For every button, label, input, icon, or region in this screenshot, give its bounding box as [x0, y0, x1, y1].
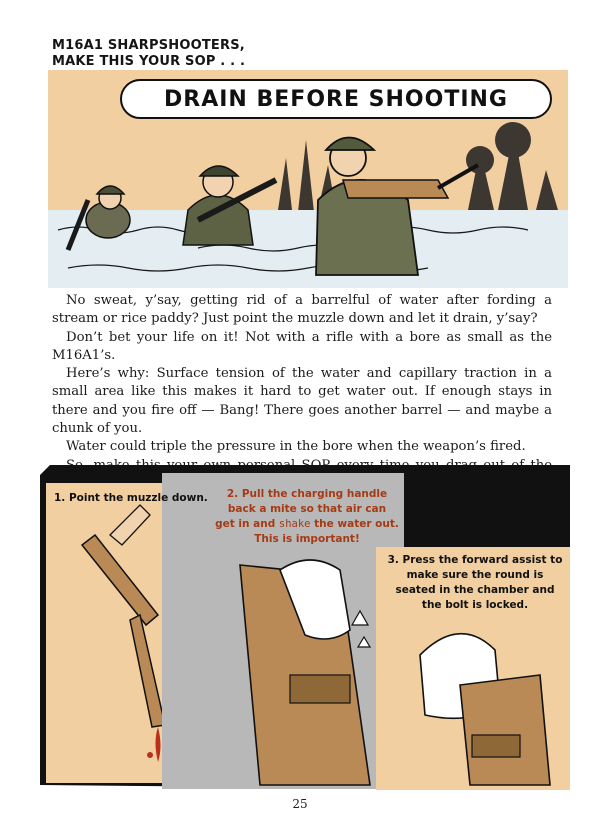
- step-2-line: 2. Pull the charging handle: [226, 488, 388, 500]
- step-2-text: the water out.: [310, 518, 399, 530]
- step-3-caption: [380, 553, 570, 613]
- drain-steps-illustration: [40, 465, 570, 790]
- step-2-shake-word: shake: [278, 518, 311, 530]
- paragraph: Don’t bet your life on it! Not with a rifle with a bore as small as the M16A1’s.: [52, 329, 552, 363]
- step-1-caption: 1. Point the muzzle down.: [54, 492, 208, 504]
- headline-banner: DRAIN BEFORE SHOOTING: [120, 79, 552, 119]
- step-3-line: seated in the chamber and: [395, 584, 555, 596]
- step-2-text: get in and: [215, 518, 279, 530]
- step-2-caption: [208, 487, 406, 547]
- paragraph: Water could triple the pressure in the bore when the weapon’s fired.: [66, 439, 526, 455]
- article-body: [52, 292, 552, 493]
- page-number: 25: [292, 797, 308, 811]
- step-3-line: the bolt is locked.: [421, 599, 529, 611]
- kicker: [52, 38, 245, 70]
- step-3-line: 3. Press the forward assist to: [387, 554, 563, 566]
- paragraph: No sweat, y’say, getting rid of a barrelful of water after fording a stream or rice paddy? Just point the muzzle down and let it drain, y’say?: [52, 293, 552, 327]
- kicker-line-1: M16A1 SHARPSHOOTERS,: [52, 38, 245, 53]
- step-2-line: back a mite so that air can: [227, 503, 387, 515]
- step-2-line: This is important!: [254, 533, 360, 545]
- step-3-line: make sure the round is: [406, 569, 544, 581]
- kicker-line-2: MAKE THIS YOUR SOP . . .: [52, 54, 246, 69]
- step-2-line: [208, 517, 406, 532]
- paragraph: Here’s why: Surface tension of the water and capillary traction in a small area like this makes it hard to get water out. If enough stays in there and you fire off — Bang! There goes another barrel — and maybe a chunk of you.: [52, 366, 552, 437]
